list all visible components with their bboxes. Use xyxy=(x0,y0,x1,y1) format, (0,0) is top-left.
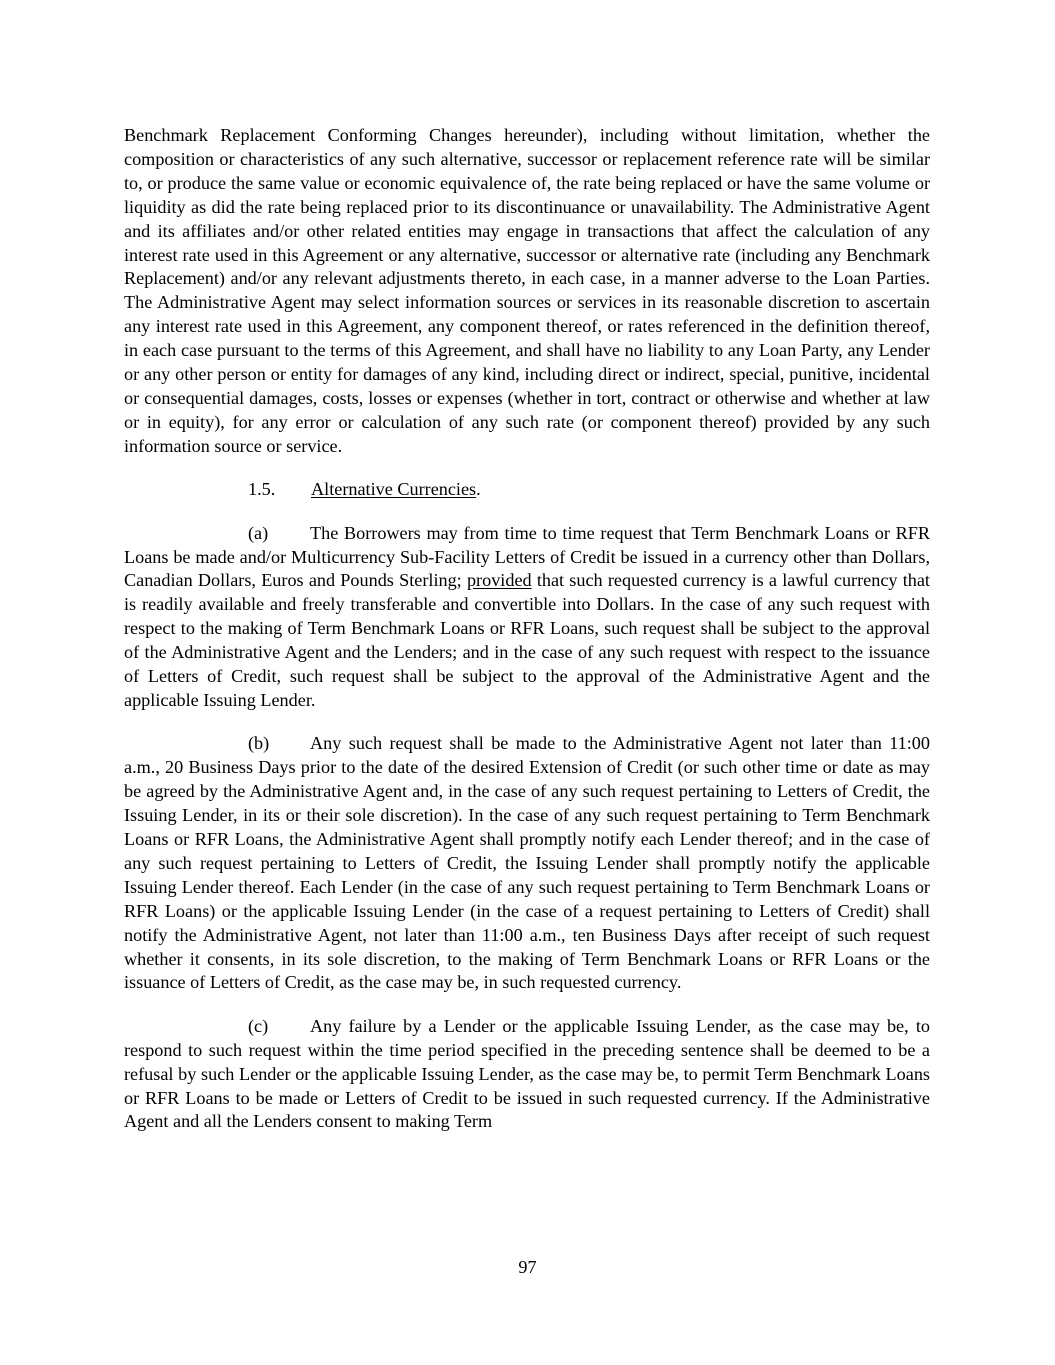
paragraph-b-label: (b) xyxy=(248,733,270,754)
section-title: Alternative Currencies xyxy=(311,479,477,500)
paragraph-c-label: (c) xyxy=(248,1015,269,1036)
section-number: 1.5. xyxy=(248,479,276,500)
document-body xyxy=(124,124,930,1134)
paragraph-a-text-2: that such requested currency is a lawful currency that is readily available and freely transferable and convertible into Dollars. In the case of any such request with respect to the making of Term Benchmark Loans or RFR Loans, such request shall be subject to the approval of the Administrative Agent and the Lenders; and in the case of any such request with respect to the issuance of Letters of Credit, such request shall be subject to the approval of the Administrative Agent and the applicable Issuing Lender. xyxy=(124,570,930,710)
paragraph-a-text-1: The Borrowers may from time to time request that Term Benchmark Loans or RFR Loans be made and/or Multicurrency Sub-Facility Letters of Credit be issued in a currency other than Dollars, Canadian Dollars, Euros and Pounds Sterling; xyxy=(124,522,930,591)
paragraph-c xyxy=(124,1015,930,1135)
section-title-period: . xyxy=(476,479,481,500)
section-heading xyxy=(124,478,930,502)
paragraph-intro: Benchmark Replacement Conforming Changes hereunder), including without limitation, whether the composition or characteristics of any such alternative, successor or replacement reference rate will be similar to, or produce the same value or economic equivalence of, the rate being replaced or have the same volume or liquidity as did the rate being replaced prior to its discontinuance or unavailability. The Administrative Agent and its affiliates and/or other related entities may engage in transactions that affect the calculation of any interest rate used in this Agreement or any alternative, successor or alternative rate (including any Benchmark Replacement) and/or any relevant adjustments thereto, in each case, in a manner adverse to the Loan Parties. The Administrative Agent may select information sources or services in its reasonable discretion to ascertain any interest rate used in this Agreement, any component thereof, or rates referenced in the definition thereof, in each case pursuant to the terms of this Agreement, and shall have no liability to any Loan Party, any Lender or any other person or entity for damages of any kind, including direct or indirect, special, punitive, incidental or consequential damages, costs, losses or expenses (whether in tort, contract or otherwise and whether at law or in equity), for any error or calculation of any such rate (or component thereof) provided by any such information source or service. xyxy=(124,125,930,456)
paragraph-a-provided: provided xyxy=(466,570,532,591)
paragraph-b-text: Any such request shall be made to the Administrative Agent not later than 11:00 a.m., 20 Business Days prior to the date of the desired Extension of Credit (or such other time or date as may be agreed by the Administrative Agent and, in the case of any such request pertaining to Letters of Credit, the Issuing Lender, in its or their sole discretion). In the case of any such request pertaining to Term Benchmark Loans or RFR Loans, the Administrative Agent shall promptly notify each Lender thereof; and in the case of any such request pertaining to Letters of Credit, the Issuing Lender shall promptly notify the applicable Issuing Lender thereof. Each Lender (in the case of any such request pertaining to Term Benchmark Loans or RFR Loans) or the applicable Issuing Lender (in the case of a request pertaining to Letters of Credit) shall notify the Administrative Agent, not later than 11:00 a.m., ten Business Days after receipt of such request whether it consents, in its sole discretion, to the making of Term Benchmark Loans or RFR Loans or the issuance of Letters of Credit, as the case may be, in such requested currency. xyxy=(124,733,930,993)
paragraph-b xyxy=(124,732,930,995)
paragraph-a-label: (a) xyxy=(248,522,269,543)
paragraph-a xyxy=(124,522,930,713)
paragraph-c-text: Any failure by a Lender or the applicable Issuing Lender, as the case may be, to respond to such request within the time period specified in the preceding sentence shall be deemed to be a refusal by such Lender or the applicable Issuing Lender, as the case may be, to permit Term Benchmark Loans or RFR Loans to be made or Letters of Credit to be issued in such requested currency. If the Administrative Agent and all the Lenders consent to making Term xyxy=(124,1015,930,1132)
page-number: 97 xyxy=(518,1257,537,1277)
